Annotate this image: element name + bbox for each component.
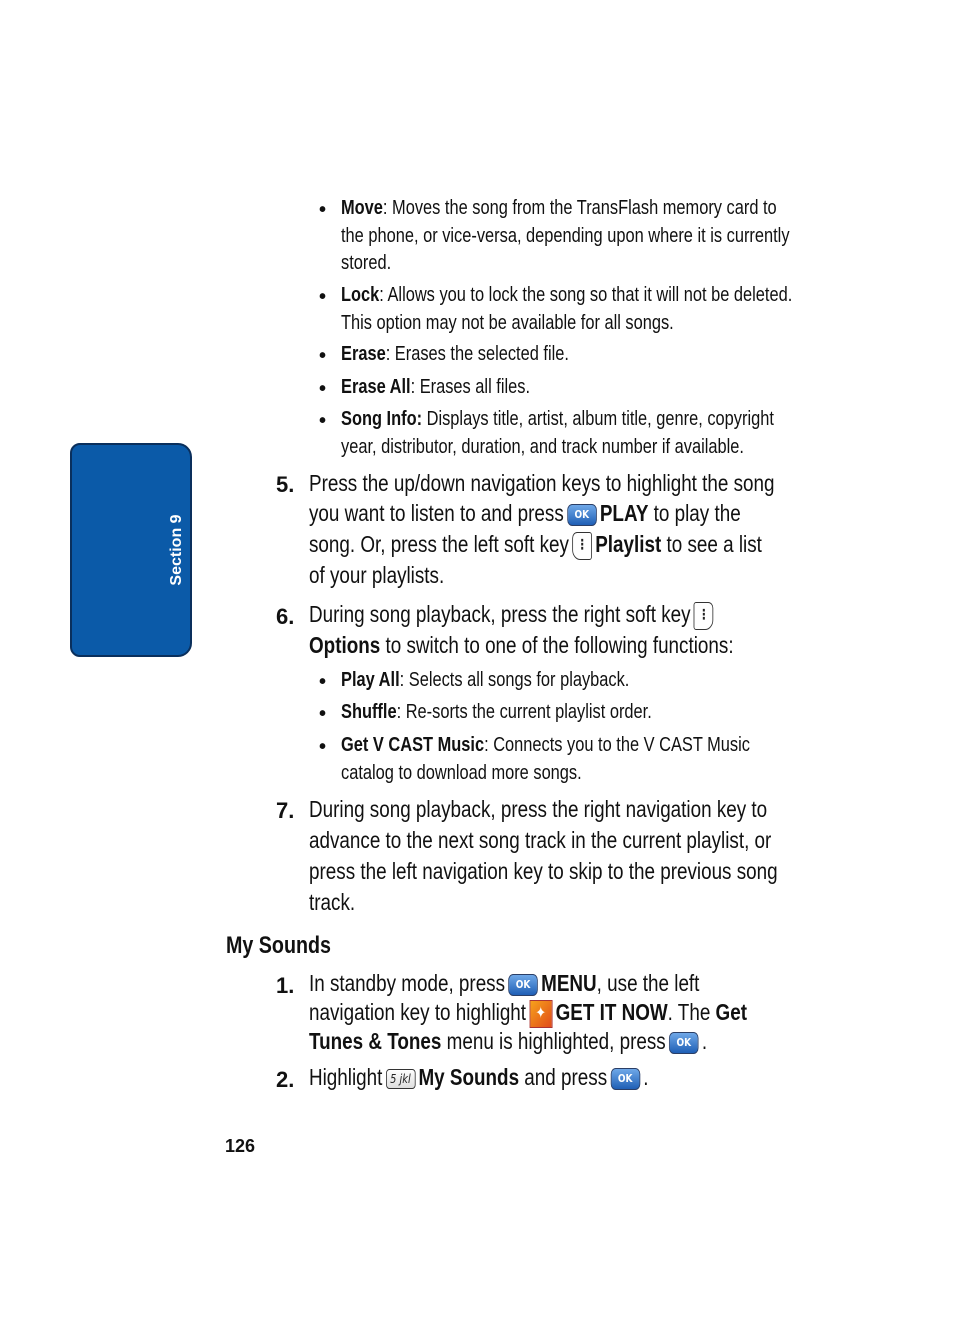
get-it-now-icon: ✦ xyxy=(529,1000,552,1028)
step6-line2: Options to switch to one of the following functions: xyxy=(309,632,734,658)
bullet-dot: • xyxy=(319,703,327,725)
step-number: 6. xyxy=(276,604,295,629)
bullet-play-all: Play All: Selects all songs for playback. xyxy=(341,669,630,691)
bullet-shuffle: Shuffle: Re-sorts the current playlist order. xyxy=(341,701,652,723)
ms-step1-line2: navigation key to highlight ✦ GET IT NOW. The Get xyxy=(309,999,843,1028)
bullet-move: Move: Moves the song from the TransFlash memory card to xyxy=(341,197,777,219)
page-number: 126 xyxy=(225,1136,256,1156)
step-number: 2. xyxy=(276,1067,295,1092)
ms-step1-line3: Tunes & Tones menu is highlighted, press OK . xyxy=(309,1028,708,1054)
left-soft-key-icon: ⋮ xyxy=(572,532,592,560)
bullet-move-line2: the phone, or vice-versa, depending upon where it is currently xyxy=(341,225,790,247)
ms-step1-line1: In standby mode, press OK MENU, use the left xyxy=(309,970,700,996)
bullet-song-info-line2: year, distributor, duration, and track number if available. xyxy=(341,436,744,458)
step-number: 5. xyxy=(276,472,295,497)
bullet-dot: • xyxy=(319,736,327,758)
section-tab-label: Section 9 xyxy=(168,514,185,586)
key-5-icon: 5 jkl xyxy=(386,1069,416,1089)
bullet-dot: • xyxy=(319,199,327,221)
step5-line1: Press the up/down navigation keys to highlight the song xyxy=(309,470,775,496)
bullet-get-vcast: Get V CAST Music: Connects you to the V CAST Music xyxy=(341,734,750,756)
step7-line4: track. xyxy=(309,889,356,915)
bullet-dot: • xyxy=(319,410,327,432)
step7-line1: During song playback, press the right navigation key to xyxy=(309,796,768,822)
ms-step2-line1: Highlight 5 jkl My Sounds and press OK . xyxy=(309,1064,649,1090)
bullet-erase: Erase: Erases the selected file. xyxy=(341,343,569,365)
ok-key-icon: OK xyxy=(567,504,597,526)
step7-line3: press the left navigation key to skip to the previous song xyxy=(309,858,778,884)
section-heading: My Sounds xyxy=(226,932,331,959)
step5-line2: you want to listen to and press OK PLAY to play the xyxy=(309,500,741,526)
ok-key-icon: OK xyxy=(508,974,538,996)
bullet-dot: • xyxy=(319,345,327,367)
bullet-dot: • xyxy=(319,286,327,308)
right-soft-key-icon: ⋮ xyxy=(694,602,714,630)
bullet-song-info: Song Info: Displays title, artist, album title, genre, copyright xyxy=(341,408,774,430)
bullet-lock: Lock: Allows you to lock the song so that it will not be deleted. xyxy=(341,284,793,306)
step5-line4: of your playlists. xyxy=(309,562,445,588)
bullet-lock-line2: This option may not be available for all songs. xyxy=(341,312,674,334)
step-number: 7. xyxy=(276,798,295,823)
bullet-get-vcast-line2: catalog to download more songs. xyxy=(341,762,582,784)
bullet-dot: • xyxy=(319,378,327,400)
step5-line3: song. Or, press the left soft key ⋮ Playlist to see a list xyxy=(309,531,861,560)
bullet-dot: • xyxy=(319,671,327,693)
ok-key-icon: OK xyxy=(610,1068,640,1090)
bullet-erase-all: Erase All: Erases all files. xyxy=(341,376,530,398)
step-number: 1. xyxy=(276,973,295,998)
ok-key-icon: OK xyxy=(669,1032,699,1054)
step7-line2: advance to the next song track in the current playlist, or xyxy=(309,827,772,853)
bullet-move-line3: stored. xyxy=(341,252,392,274)
step6-line1: During song playback, press the right soft key ⋮ xyxy=(309,601,806,630)
